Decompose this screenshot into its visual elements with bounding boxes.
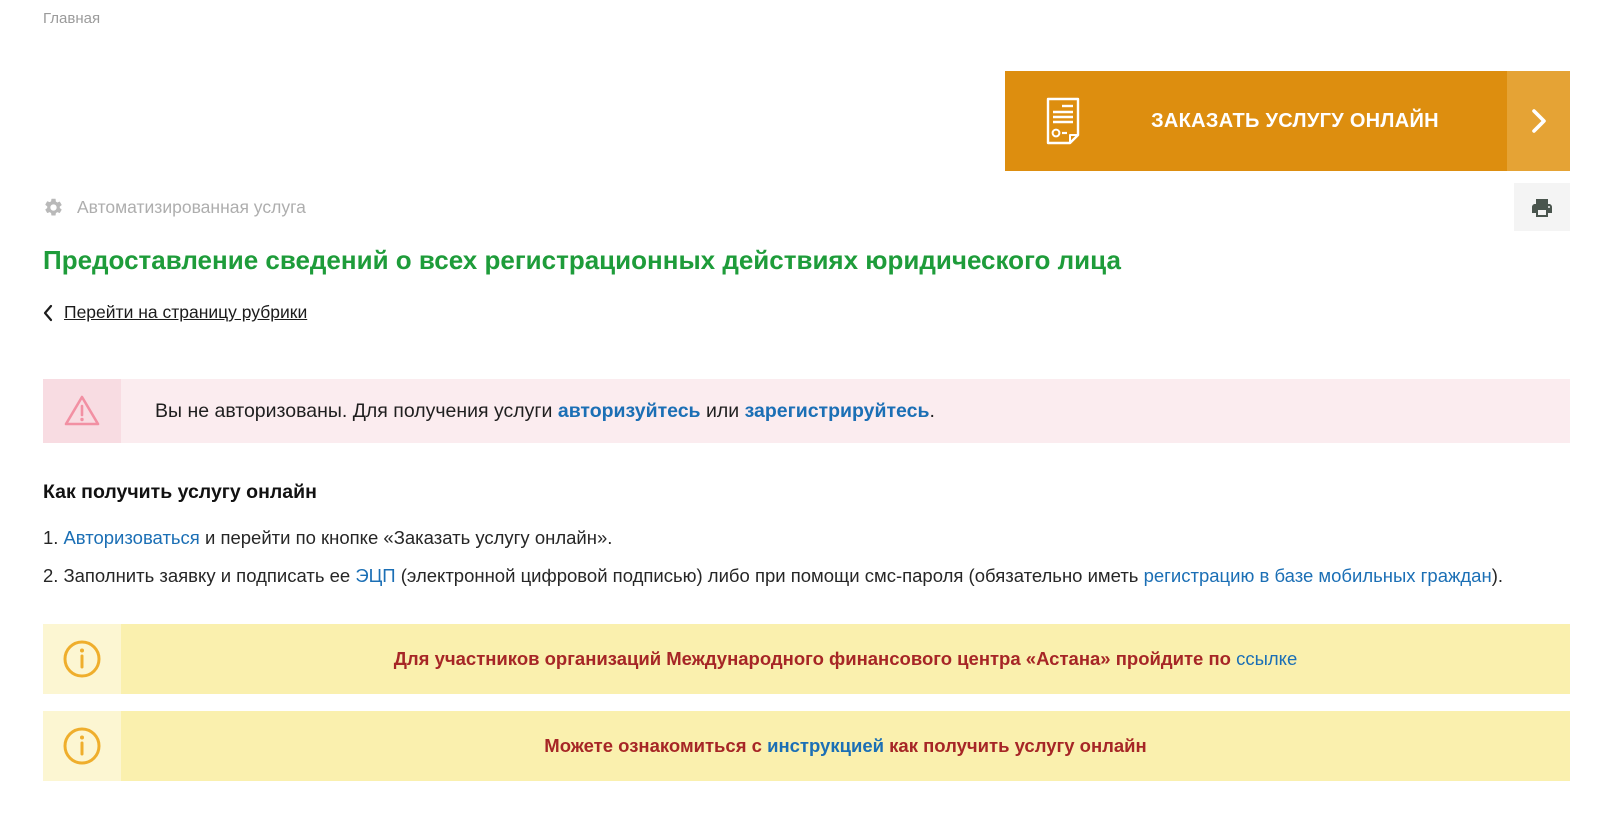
printer-icon bbox=[1530, 195, 1554, 219]
info-icon bbox=[61, 725, 103, 767]
step-2-text-middle: (электронной цифровой подписью) либо при помощи смс-пароля (обязательно иметь bbox=[395, 564, 1144, 586]
step-1 bbox=[43, 524, 1570, 553]
ecp-link[interactable]: ЭЦП bbox=[355, 564, 396, 586]
back-link-row bbox=[43, 302, 1570, 323]
breadcrumb-home-link[interactable]: Главная bbox=[43, 10, 101, 27]
step-1-text: и перейти по кнопке «Заказать услугу онлайн». bbox=[199, 527, 613, 549]
info-box-aifc bbox=[43, 624, 1570, 694]
mobile-citizens-base-link[interactable]: регистрацию в базе мобильных граждан bbox=[1143, 564, 1492, 586]
info-icon-cell bbox=[43, 624, 121, 694]
aifc-text: Для участников организаций Международного финансового центра «Астана» пройдите по bbox=[393, 647, 1237, 669]
authorize-link[interactable]: Авторизоваться bbox=[63, 527, 200, 549]
info-icon bbox=[61, 638, 103, 680]
chevron-right-icon bbox=[1531, 107, 1547, 135]
order-button-row bbox=[43, 71, 1570, 171]
page-title: Предоставление сведений о всех регистрационных действиях юридического лица bbox=[43, 245, 1121, 275]
step-2-number: 2. bbox=[43, 564, 59, 586]
order-button-label: ЗАКАЗАТЬ УСЛУГУ ОНЛАЙН bbox=[1151, 109, 1439, 132]
order-button-arrow-section[interactable] bbox=[1507, 71, 1570, 171]
print-button[interactable] bbox=[1514, 183, 1570, 231]
how-to-steps bbox=[43, 524, 1570, 590]
alert-text-after: . bbox=[929, 399, 935, 422]
service-type-label: Автоматизированная услуга bbox=[77, 196, 306, 217]
register-link[interactable]: зарегистрируйтесь bbox=[744, 399, 930, 422]
alert-text-before: Вы не авторизованы. Для получения услуги bbox=[155, 399, 558, 422]
service-type bbox=[43, 197, 306, 218]
login-link[interactable]: авторизуйтесь bbox=[557, 399, 701, 422]
order-button-main[interactable] bbox=[1005, 71, 1507, 171]
chevron-left-icon bbox=[43, 304, 53, 322]
how-to-heading: Как получить услугу онлайн bbox=[43, 481, 317, 504]
warning-triangle-icon bbox=[63, 394, 101, 428]
service-meta-row bbox=[43, 183, 1570, 231]
aifc-link[interactable]: ссылке bbox=[1236, 647, 1298, 669]
instruction-text-after: как получить услугу онлайн bbox=[884, 734, 1147, 756]
instruction-link[interactable]: инструкцией bbox=[767, 734, 885, 756]
breadcrumb bbox=[43, 0, 1570, 27]
step-2-text-after: ). bbox=[1491, 564, 1503, 586]
alert-message bbox=[121, 379, 1570, 443]
info-icon-cell bbox=[43, 711, 121, 781]
alert-conjunction: или bbox=[700, 399, 745, 422]
document-signature-icon bbox=[1043, 96, 1083, 146]
step-2 bbox=[43, 562, 1570, 591]
alert-icon-cell bbox=[43, 379, 121, 443]
auth-alert bbox=[43, 379, 1570, 443]
gear-icon bbox=[43, 197, 64, 218]
info-box-aifc-message bbox=[121, 624, 1570, 694]
info-box-instruction-message bbox=[121, 711, 1570, 781]
order-service-online-button[interactable] bbox=[1005, 71, 1570, 171]
back-to-rubric-link[interactable]: Перейти на страницу рубрики bbox=[64, 302, 308, 323]
instruction-text-before: Можете ознакомиться с bbox=[544, 734, 768, 756]
step-2-text-before: Заполнить заявку и подписать ее bbox=[63, 564, 356, 586]
step-1-number: 1. bbox=[43, 527, 59, 549]
info-box-instruction bbox=[43, 711, 1570, 781]
